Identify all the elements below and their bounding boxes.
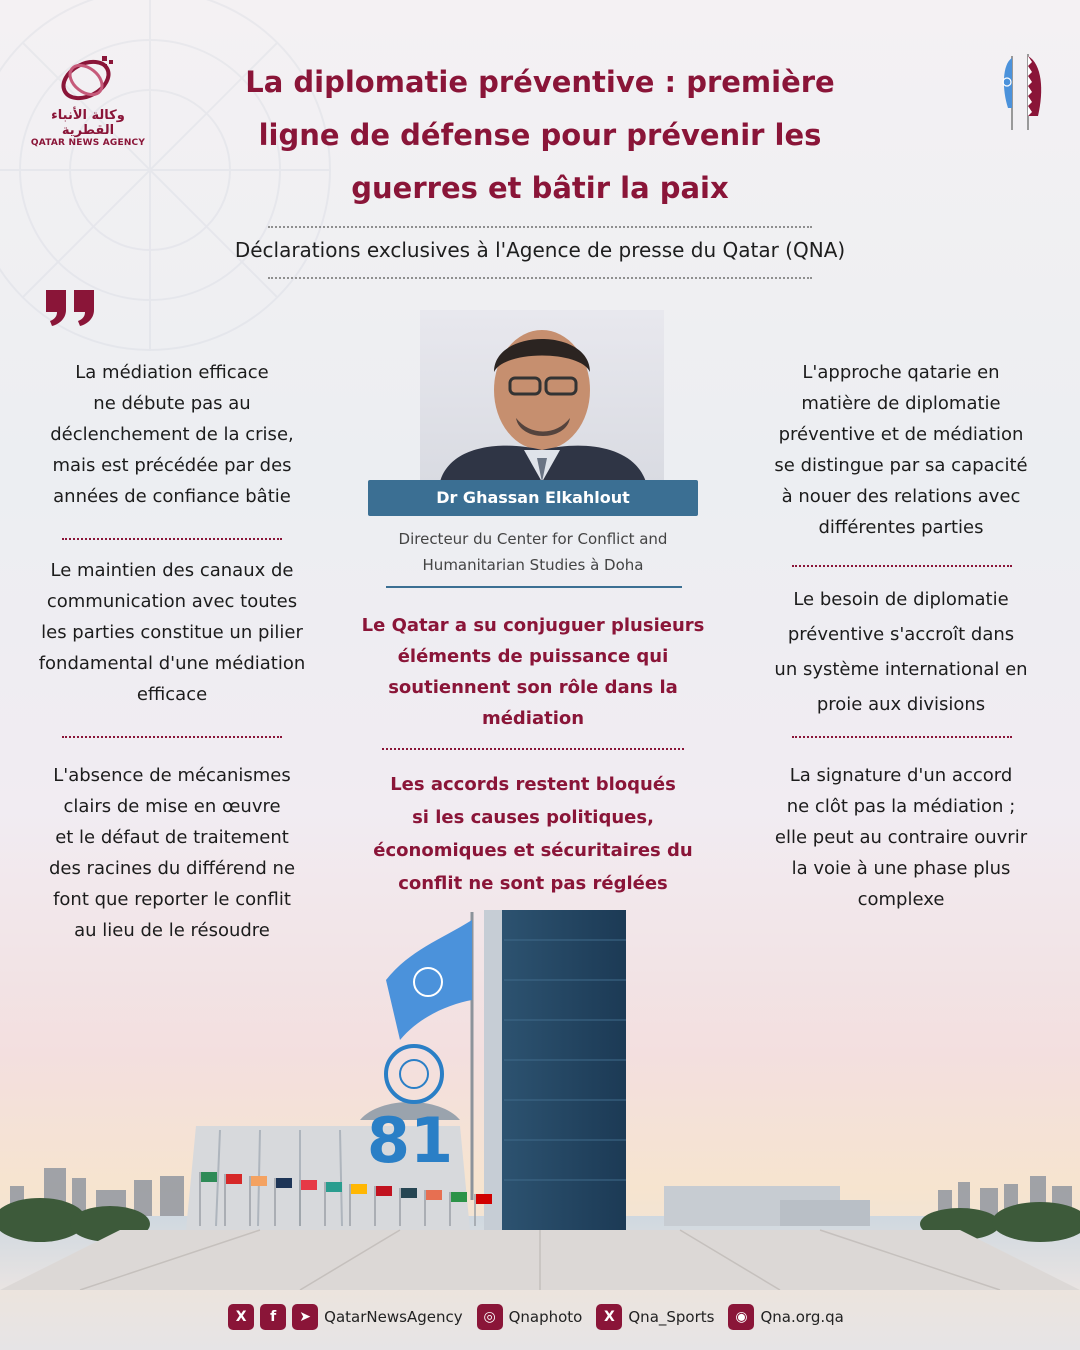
left-quote-1 <box>30 357 314 512</box>
website-link[interactable]: Qna.org.qa <box>760 1308 844 1326</box>
quote-line: se distingue par sa capacité <box>774 455 1028 476</box>
right-quote-2 <box>756 582 1046 722</box>
divider <box>386 586 682 588</box>
qna-logo <box>28 48 148 148</box>
role-line: Humanitarian Studies à Doha <box>422 556 644 574</box>
quote-line: économiques et sécuritaires du <box>373 840 693 861</box>
handle-sports[interactable]: Qna_Sports <box>628 1308 715 1326</box>
flags-icon <box>998 50 1054 132</box>
center-quote-2 <box>352 768 714 900</box>
speaker-portrait <box>420 310 664 482</box>
x-icon[interactable]: X <box>596 1304 622 1330</box>
quote-line: des racines du différend ne <box>48 858 296 879</box>
divider <box>268 226 812 228</box>
handle-photo[interactable]: Qnaphoto <box>508 1308 583 1326</box>
role-line: Directeur du Center for Conflict and <box>398 530 668 548</box>
un-emblem-number: 81 <box>366 1104 454 1177</box>
quote-line: ne clôt pas la médiation ; <box>786 796 1016 817</box>
divider <box>62 538 282 540</box>
quote-line: font que reporter le conflit <box>53 889 291 910</box>
quote-line: Le Qatar a su conjuguer plusieurs <box>361 615 705 636</box>
quote-line: médiation <box>481 708 585 729</box>
quote-line: fondamental d'une médiation <box>38 653 306 674</box>
page-title <box>200 56 880 215</box>
divider <box>792 565 1012 567</box>
quote-line: la voie à une phase plus <box>791 858 1011 879</box>
title-line: ligne de défense pour prévenir les <box>258 118 822 152</box>
x-icon[interactable]: X <box>228 1304 254 1330</box>
quote-line: à nouer des relations avec <box>781 486 1021 507</box>
speaker-role <box>376 526 690 578</box>
quote-line: La médiation efficace <box>75 362 269 383</box>
quote-line: conflit ne sont pas réglées <box>398 873 668 894</box>
quote-line: La signature d'un accord <box>789 765 1013 786</box>
quote-line: efficace <box>136 684 208 705</box>
title-line: guerres et bâtir la paix <box>351 171 729 205</box>
quote-line: années de confiance bâtie <box>53 486 291 507</box>
quote-line: les parties constitue un pilier <box>41 622 303 643</box>
quote-line: préventive et de médiation <box>778 424 1024 445</box>
divider <box>62 736 282 738</box>
quote-line: Le besoin de diplomatie <box>793 589 1009 610</box>
left-quote-2 <box>20 555 324 710</box>
social-footer <box>0 1300 1080 1334</box>
quote-icon <box>44 282 98 330</box>
quote-line: préventive s'accroît dans <box>787 624 1015 645</box>
logo-arabic-text: وكالة الأنباء القطرية <box>51 108 125 138</box>
quote-line: L'absence de mécanismes <box>53 765 291 786</box>
title-line: La diplomatie préventive : première <box>245 65 835 99</box>
right-quote-3 <box>756 760 1046 915</box>
quote-line: Les accords restent bloqués <box>390 774 676 795</box>
qna-logo-icon <box>56 48 120 106</box>
telegram-icon[interactable]: ➤ <box>292 1304 318 1330</box>
facebook-icon[interactable]: f <box>260 1304 286 1330</box>
handle-main[interactable]: QatarNewsAgency <box>324 1308 463 1326</box>
quote-line: communication avec toutes <box>46 591 298 612</box>
quote-line: si les causes politiques, <box>412 807 654 828</box>
quote-line: ne débute pas au <box>93 393 251 414</box>
quote-line: Le maintien des canaux de <box>50 560 294 581</box>
quote-line: matière de diplomatie <box>801 393 1001 414</box>
un-headquarters-scene <box>0 900 1080 1290</box>
qatar-flag-icon <box>1028 56 1041 116</box>
quote-line: mais est précédée par des <box>52 455 292 476</box>
quote-line: déclenchement de la crise, <box>50 424 294 445</box>
quote-line: différentes parties <box>818 517 984 538</box>
globe-icon[interactable]: ◉ <box>728 1304 754 1330</box>
right-quote-1 <box>756 357 1046 543</box>
instagram-icon[interactable]: ◎ <box>477 1304 503 1330</box>
center-quote-1 <box>352 610 714 734</box>
quote-line: soutiennent son rôle dans la <box>388 677 678 698</box>
speaker-name: Dr Ghassan Elkahlout <box>368 480 698 516</box>
quote-line: proie aux divisions <box>816 694 986 715</box>
quote-line: L'approche qatarie en <box>802 362 1000 383</box>
quote-line: un système international en <box>774 659 1028 680</box>
quote-line: et le défaut de traitement <box>55 827 289 848</box>
quote-line: elle peut au contraire ouvrir <box>774 827 1028 848</box>
quote-line: complexe <box>857 889 945 910</box>
divider <box>382 748 684 750</box>
divider <box>268 277 812 279</box>
logo-english-text: QATAR NEWS AGENCY <box>30 138 146 148</box>
quote-line: au lieu de le résoudre <box>74 920 270 941</box>
quote-line: clairs de mise en œuvre <box>63 796 281 817</box>
quote-line: éléments de puissance qui <box>397 646 669 667</box>
divider <box>792 736 1012 738</box>
subtitle: Déclarations exclusives à l'Agence de presse du Qatar (QNA) <box>234 238 846 262</box>
